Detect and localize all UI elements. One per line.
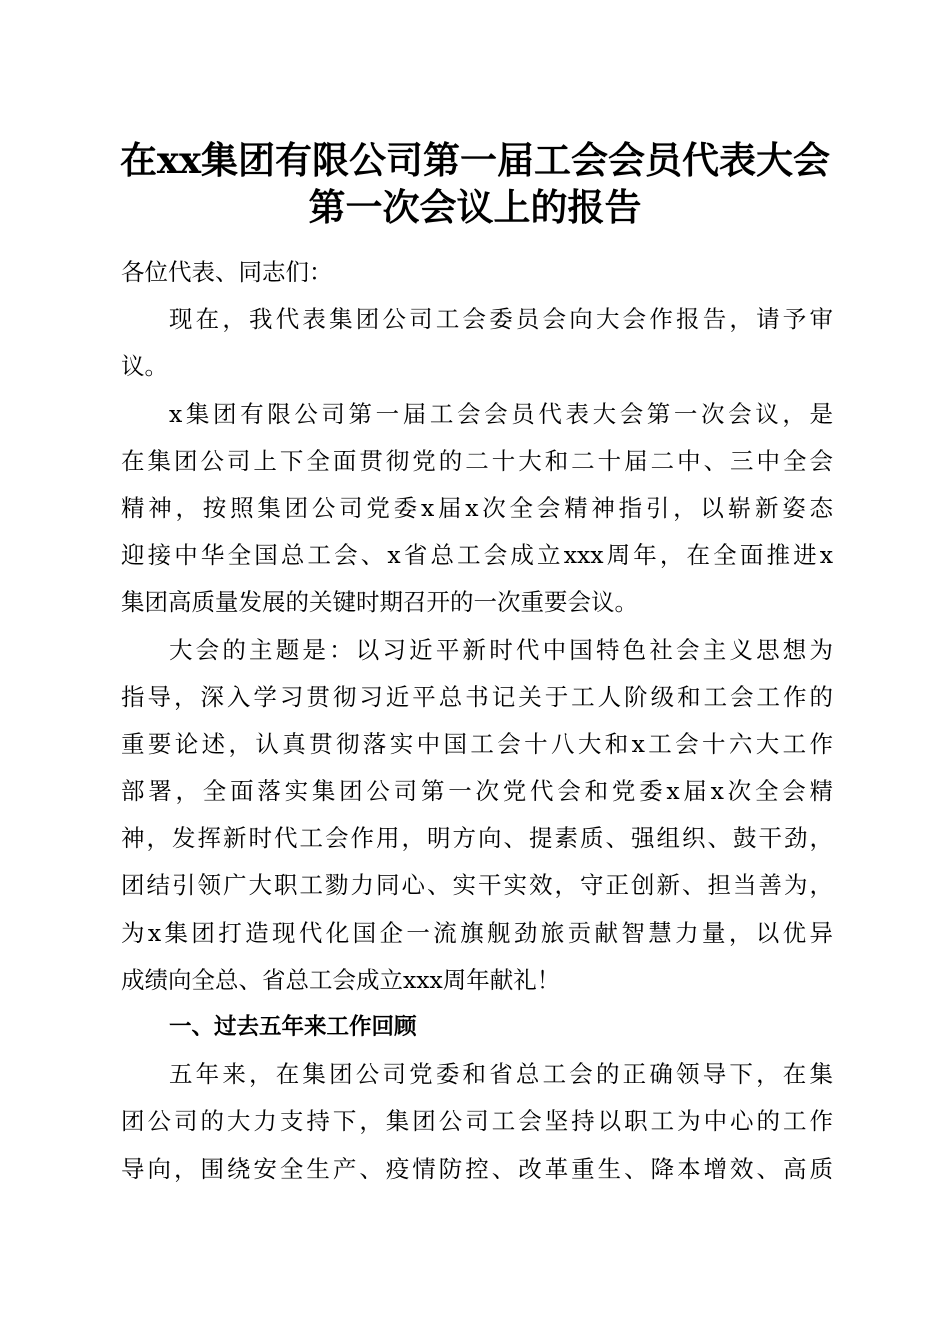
document-body (121, 249, 833, 1193)
paragraph-line: 指导，深入学习贯彻习近平总书记关于工人阶级和工会工作的 (121, 682, 833, 711)
paragraph-line: 重要论述，认真贯彻落实中国工会十八大和x工会十六大工作 (121, 729, 833, 758)
paragraph-line: 迎接中华全国总工会、x省总工会成立xxx周年，在全面推进x (121, 541, 833, 570)
paragraph-line: 大会的主题是：以习近平新时代中国特色社会主义思想为 (169, 635, 833, 664)
paragraph-line: 现在，我代表集团公司工会委员会向大会作报告，请予审 (169, 305, 833, 334)
section-heading: 一、过去五年来工作回顾 (169, 1014, 417, 1040)
paragraph-line: 为x集团打造现代化国企一流旗舰劲旅贡献智慧力量，以优异 (121, 918, 833, 947)
paragraph-line: 团公司的大力支持下，集团公司工会坚持以职工为中心的工作 (121, 1107, 833, 1136)
paragraph-line: x集团有限公司第一届工会会员代表大会第一次会议，是 (169, 399, 833, 428)
salutation: 各位代表、同志们： (121, 258, 333, 286)
paragraph-line: 精神，按照集团公司党委x届x次全会精神指引，以崭新姿态 (121, 493, 833, 522)
paragraph-line: 神，发挥新时代工会作用，明方向、提素质、强组织、鼓干劲， (121, 824, 833, 853)
paragraph-line: 五年来，在集团公司党委和省总工会的正确领导下，在集 (169, 1060, 833, 1089)
paragraph-line: 在集团公司上下全面贯彻党的二十大和二十届二中、三中全会 (121, 446, 833, 475)
paragraph-line: 议。 (121, 352, 168, 381)
document-title-line-2: 第一次会议上的报告 (308, 185, 642, 229)
paragraph-line: 部署，全面落实集团公司第一次党代会和党委x届x次全会精 (121, 777, 833, 806)
paragraph-line: 导向，围绕安全生产、疫情防控、改革重生、降本增效、高质 (121, 1154, 833, 1183)
paragraph-line: 成绩向全总、省总工会成立xxx周年献礼！ (121, 965, 561, 994)
paragraph-line: 集团高质量发展的关键时期召开的一次重要会议。 (121, 588, 638, 617)
paragraph-line: 团结引领广大职工勠力同心、实干实效，守正创新、担当善为， (121, 871, 833, 900)
document-title-line-1: 在xx集团有限公司第一届工会会员代表大会 (119, 138, 831, 182)
